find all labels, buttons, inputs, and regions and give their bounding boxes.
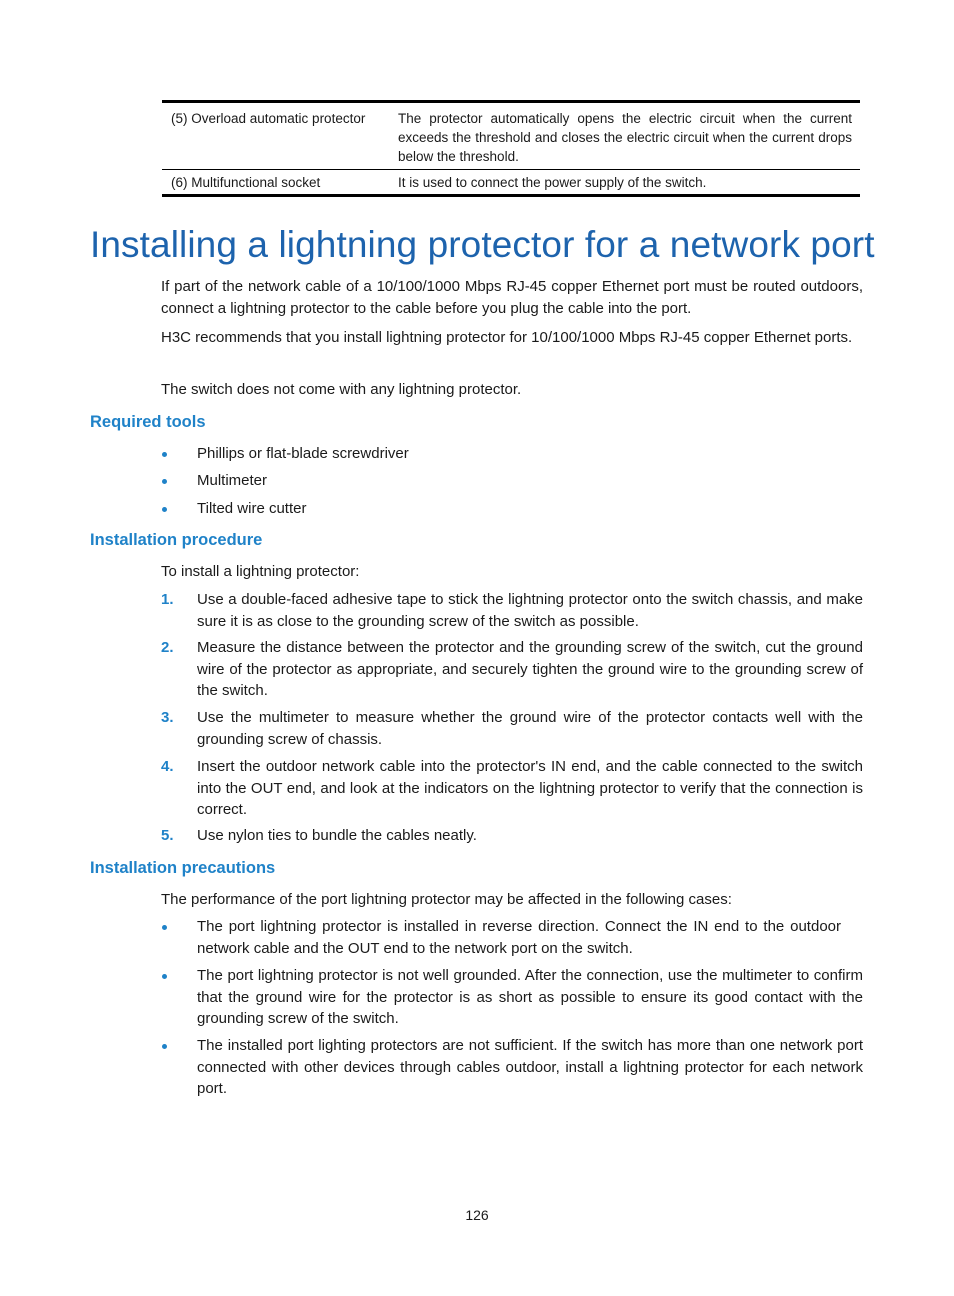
bullet-icon (162, 507, 167, 512)
step-text: Insert the outdoor network cable into the protector's IN end, and the cable connected to the switch into the OUT end, and look at the indicators on the lightning protector to verify that the connection is correct. (197, 758, 863, 818)
step-number: 4. (161, 758, 174, 775)
list-item-text: Tilted wire cutter (197, 500, 307, 517)
step-item (161, 589, 863, 632)
page-title: Installing a lightning protector for a network port (90, 224, 875, 265)
step-item (161, 825, 863, 847)
procedure-lead: To install a lightning protector: (161, 563, 360, 580)
table-row (162, 169, 860, 194)
list-item-text: The port lightning protector is installed in reverse direction. Connect the IN end to the outdoor network cable and the OUT end to the network port on the switch. (197, 918, 841, 957)
step-number: 3. (161, 709, 174, 726)
section-heading-required-tools: Required tools (90, 413, 206, 431)
list-item (161, 498, 863, 520)
intro-paragraph: The switch does not come with any lightning protector. (161, 381, 522, 398)
list-item-text: The port lightning protector is not well grounded. After the connection, use the multimeter to confirm that the ground wire for the protector is as short as possible to ensure its good contact with the grounding screw of the switch. (197, 967, 863, 1027)
step-number: 1. (161, 591, 174, 608)
table-cell-name: (6) Multifunctional socket (171, 175, 321, 190)
list-item-text: Multimeter (197, 472, 268, 489)
list-item (161, 443, 863, 465)
bullet-icon (162, 452, 167, 457)
section-heading-installation-precautions: Installation precautions (90, 859, 276, 877)
step-number: 5. (161, 827, 174, 844)
list-item (161, 1035, 863, 1100)
component-table (162, 100, 860, 197)
table-cell-description: It is used to connect the power supply of the switch. (398, 175, 707, 190)
section-heading-installation-procedure: Installation procedure (90, 531, 263, 549)
step-item (161, 707, 863, 750)
step-item (161, 637, 863, 702)
list-item-text: Phillips or flat-blade screwdriver (197, 445, 409, 462)
table-row (162, 103, 860, 169)
step-text: Use the multimeter to measure whether the ground wire of the protector contacts well with the grounding screw of chassis. (197, 709, 863, 748)
list-item (161, 916, 863, 959)
table-cell-description: The protector automatically opens the electric circuit when the current exceeds the threshold and closes the electric circuit when the current drops below the threshold. (398, 111, 852, 164)
step-text: Use nylon ties to bundle the cables neatly. (197, 827, 477, 844)
step-text: Measure the distance between the protector and the grounding screw of the switch, cut the ground wire of the protector as appropriate, and securely tighten the ground wire to the grounding screw of the switch. (197, 639, 863, 699)
table-cell-name: (5) Overload automatic protector (171, 111, 366, 126)
list-item (161, 965, 863, 1030)
intro-paragraph: If part of the network cable of a 10/100/1000 Mbps RJ-45 copper Ethernet port must be routed outdoors, connect a lightning protector to the cable before you plug the cable into the port. (161, 278, 863, 317)
step-number: 2. (161, 639, 174, 656)
page-number: 126 (465, 1207, 489, 1223)
list-item (161, 470, 863, 492)
bullet-icon (162, 974, 167, 979)
bullet-icon (162, 1044, 167, 1049)
list-item-text: The installed port lighting protectors are not sufficient. If the switch has more than one network port connected with other devices through cables outdoor, install a lightning protector for each network port. (197, 1037, 863, 1097)
step-text: Use a double-faced adhesive tape to stick the lightning protector onto the switch chassis, and make sure it is as close to the grounding screw of the switch as possible. (197, 591, 863, 630)
precautions-lead: The performance of the port lightning protector may be affected in the following cases: (161, 891, 732, 908)
bullet-icon (162, 479, 167, 484)
bullet-icon (162, 925, 167, 930)
step-item (161, 756, 863, 821)
intro-paragraph: H3C recommends that you install lightning protector for 10/100/1000 Mbps RJ-45 copper Ethernet ports. (161, 329, 853, 346)
